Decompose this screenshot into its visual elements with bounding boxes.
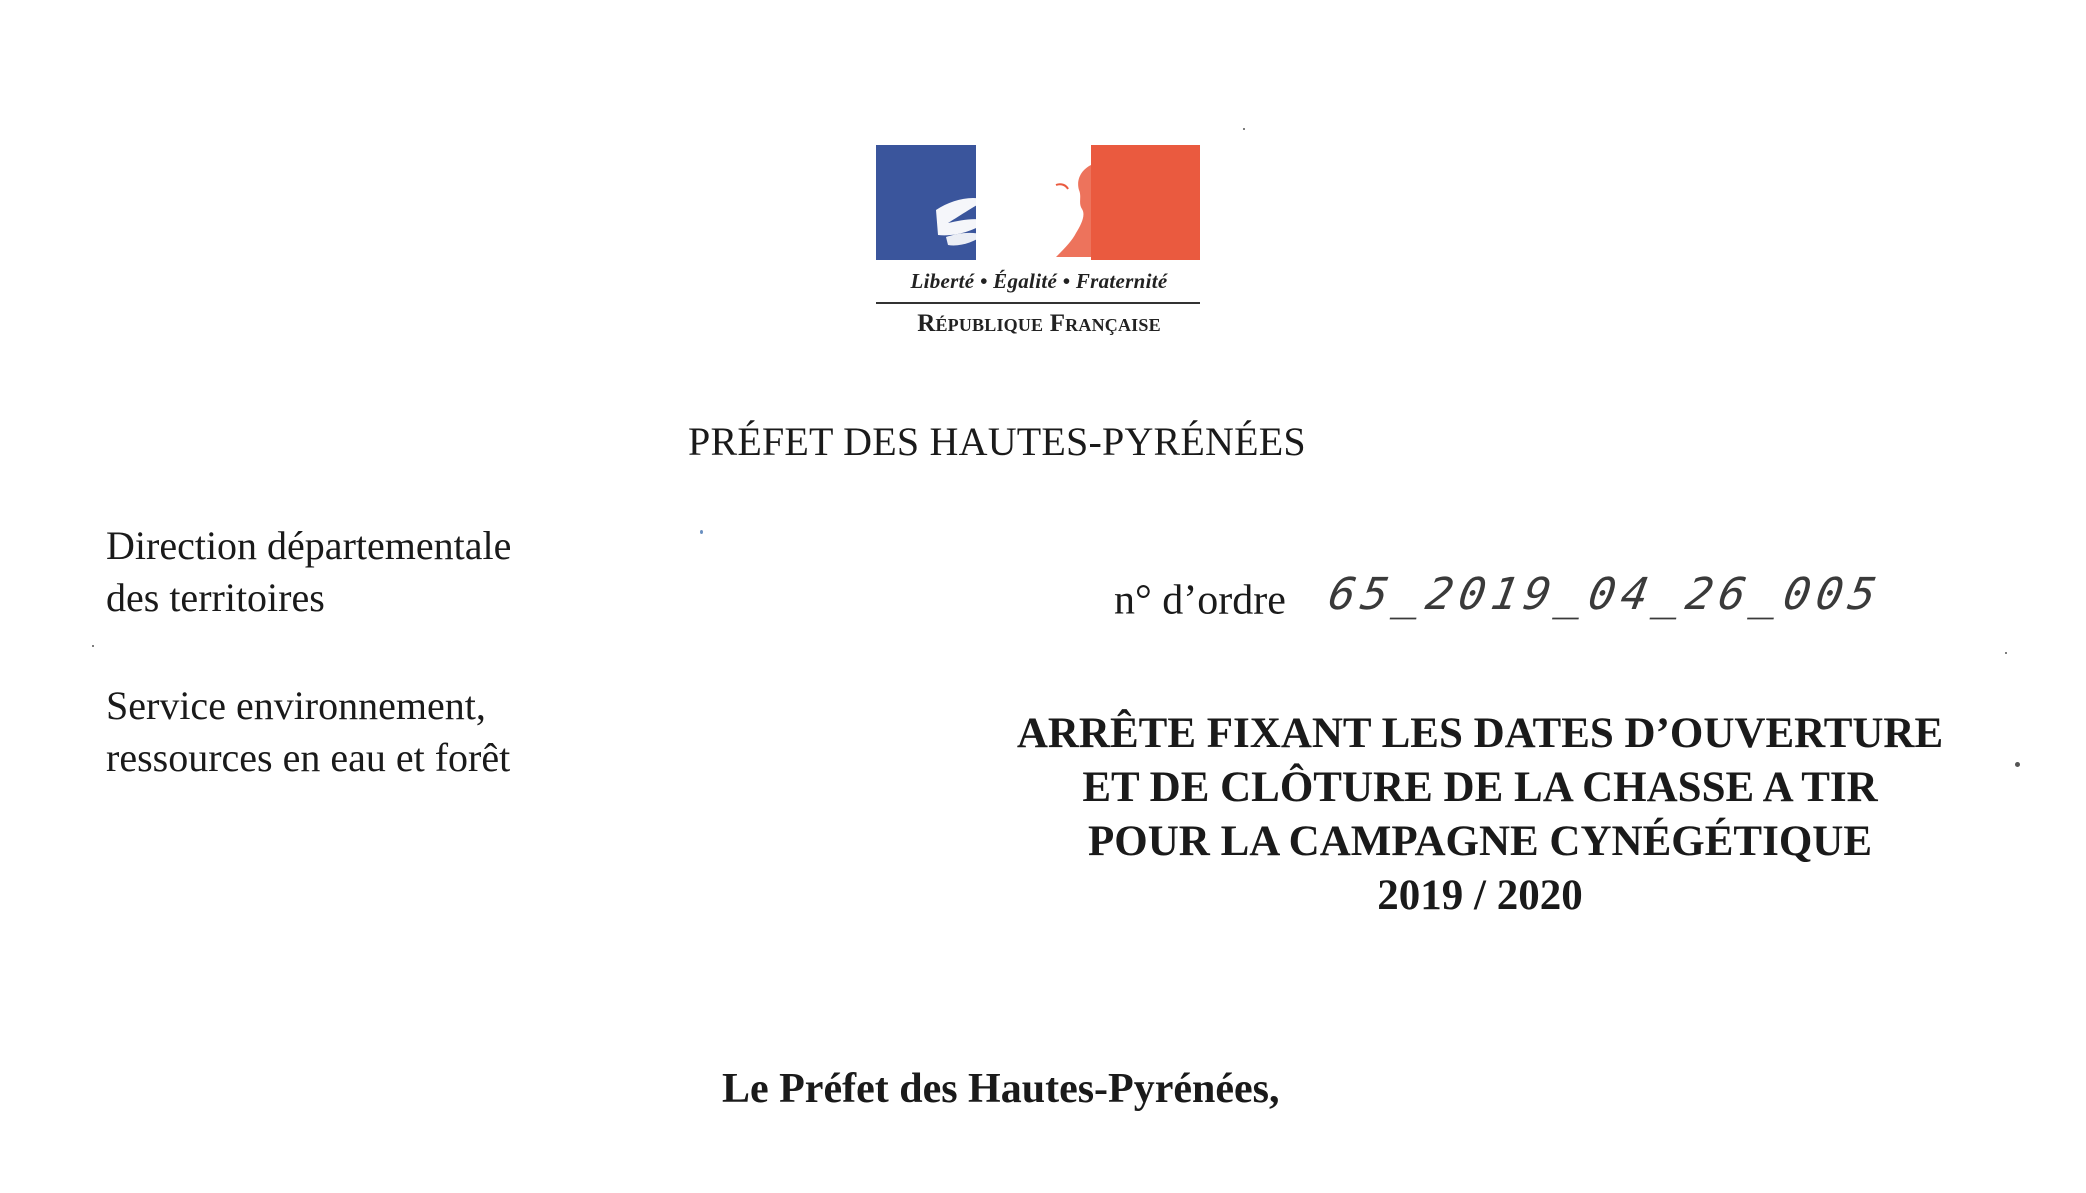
decree-title: [900, 707, 2060, 923]
marianne-icon: [876, 145, 1200, 260]
prefet-header: PRÉFET DES HAUTES-PYRÉNÉES: [688, 419, 1306, 464]
serf-service-block: [106, 680, 510, 784]
decree-title-line: POUR LA CAMPAGNE CYNÉGÉTIQUE: [1088, 818, 1872, 865]
decree-title-line: ET DE CLÔTURE DE LA CHASSE A TIR: [1082, 764, 1878, 811]
order-number-label: n° d’ordre: [1114, 577, 1286, 624]
ddt-line-1: Direction départementale: [106, 523, 512, 568]
decree-title-line: ARRÊTE FIXANT LES DATES D’OUVERTURE: [1016, 710, 1944, 757]
logo-divider: [876, 302, 1200, 304]
scan-speck: [2005, 652, 2007, 654]
scan-speck: [700, 530, 703, 534]
scan-speck: [2015, 762, 2020, 767]
decree-title-line: 2019 / 2020: [1377, 872, 1583, 919]
preamble: Le Préfet des Hautes-Pyrénées,: [722, 1066, 1280, 1112]
scan-speck: [92, 645, 94, 647]
ddt-service-block: [106, 520, 511, 624]
ddt-line-2: des territoires: [106, 575, 325, 620]
serf-line-1: Service environnement,: [106, 683, 486, 728]
scan-speck: [1243, 128, 1245, 130]
serf-line-2: ressources en eau et forêt: [106, 735, 511, 780]
logo-republic-name: République Française: [917, 310, 1161, 337]
order-number: [1114, 569, 1886, 626]
logo-motto: Liberté • Égalité • Fraternité: [910, 269, 1168, 293]
republique-francaise-logo: [872, 145, 1206, 350]
order-number-value: 65_2019_04_26_005: [1324, 569, 1886, 620]
